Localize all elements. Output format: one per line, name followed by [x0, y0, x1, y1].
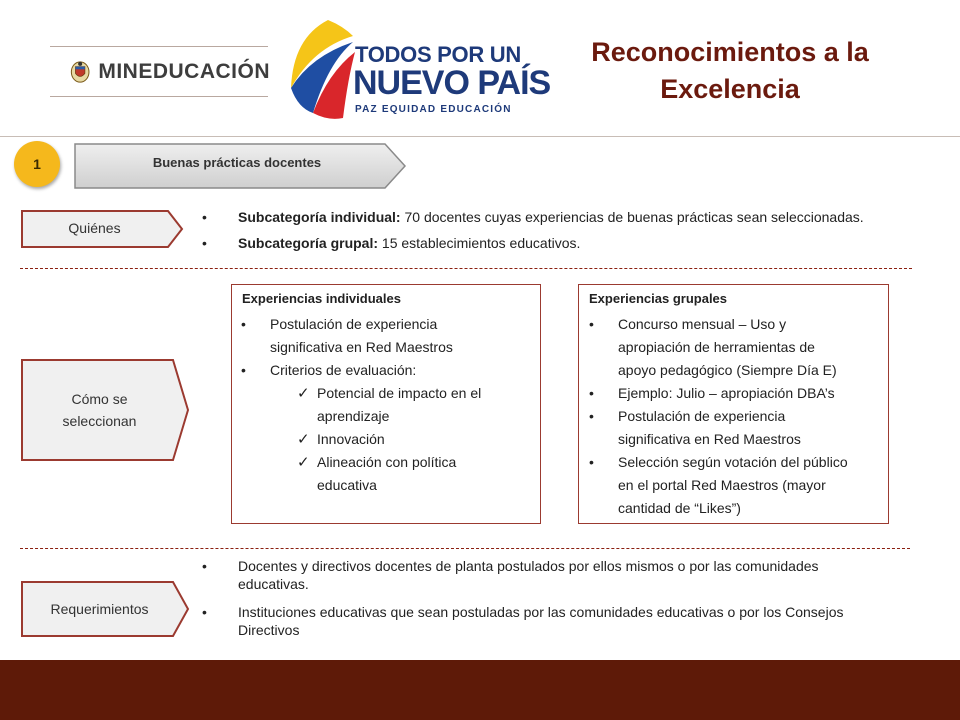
quienes-tag: Quiénes [68, 220, 121, 236]
quienes-bullet-1-text: 70 docentes cuyas experiencias de buenas prácticas sean seleccionadas. [400, 209, 864, 225]
slogan-line-1: TODOS POR UN [355, 42, 521, 67]
grupal-item-4-line-3: cantidad de “Likes”) [618, 500, 741, 516]
individual-item-1-line-2: significativa en Red Maestros [270, 339, 453, 355]
criterion-1-line-2: aprendizaje [317, 408, 390, 424]
grupal-item-1-line-3: apoyo pedagógico (Siempre Día E) [618, 362, 837, 378]
bullet-icon: • [241, 316, 246, 332]
grupal-box [578, 284, 889, 524]
page-title [530, 34, 930, 108]
checkmark-icon: ✓ [297, 431, 310, 448]
page-title-line-1: Reconocimientos a la [591, 37, 869, 67]
ministry-logo-text: MINEDUCACIÓN [98, 60, 270, 83]
individual-item-2 [241, 359, 417, 382]
grupal-item-2 [589, 382, 835, 405]
seleccion-tag-line-2: seleccionan [62, 413, 137, 429]
requerimientos-bullet-2-line-2: Directivos [238, 622, 300, 638]
bullet-icon: • [589, 385, 594, 401]
criterion-2-text: Innovación [317, 431, 385, 447]
seleccion-tag-line-1: Cómo se [71, 391, 128, 407]
header-rule-top [50, 46, 268, 47]
footer-bar [0, 660, 960, 720]
ministry-logo [70, 52, 270, 92]
criterion-1-line-1: Potencial de impacto en el [317, 385, 482, 401]
requerimientos-bullet-1 [202, 557, 938, 593]
slogan-line-2: NUEVO PAÍS [353, 64, 551, 102]
grupal-item-4-line-2: en el portal Red Maestros (mayor [618, 477, 826, 493]
quienes-bullet-1 [202, 207, 938, 227]
grupal-item-4 [589, 451, 848, 520]
grupal-item-3-line-2: significativa en Red Maestros [618, 431, 801, 447]
bullet-icon: • [241, 362, 246, 378]
requerimientos-bullet-2-line-1: Instituciones educativas que sean postuladas por las comunidades educativas o por los Consejos [238, 604, 844, 620]
seleccion-tag [22, 388, 177, 432]
grupal-item-3 [589, 405, 801, 451]
checkmark-icon: ✓ [297, 454, 310, 471]
header-divider [0, 136, 960, 137]
bullet-icon: • [589, 454, 594, 470]
grupal-item-1 [589, 313, 837, 382]
grupal-box-title: Experiencias grupales [589, 291, 728, 306]
colombia-shield-icon [70, 55, 90, 89]
grupal-item-1-line-2: apropiación de herramientas de [618, 339, 815, 355]
step-label: Buenas prácticas docentes [152, 155, 322, 170]
criterion-2 [297, 428, 385, 451]
criterion-3-line-2: educativa [317, 477, 377, 493]
grupal-item-2-text: Ejemplo: Julio – apropiación DBA’s [618, 385, 835, 401]
checkmark-icon: ✓ [297, 385, 310, 402]
individual-item-1-line-1: Postulación de experiencia [270, 316, 438, 332]
step-number-badge: 1 [14, 141, 60, 187]
quienes-bullet-2-text: 15 establecimientos educativos. [378, 235, 581, 251]
grupal-item-4-line-1: Selección según votación del público [618, 454, 848, 470]
flag-swoosh-icon [283, 18, 363, 123]
slogan-line-3: PAZ EQUIDAD EDUCACIÓN [355, 104, 512, 115]
slogan-logo [283, 18, 551, 123]
header-rule-bottom [50, 96, 268, 97]
criterion-3 [297, 451, 457, 497]
requerimientos-bullet-2 [202, 603, 938, 639]
quienes-bullet-2-bold: Subcategoría grupal: [238, 235, 379, 251]
quienes-bullet-1-bold: Subcategoría individual: [238, 209, 401, 225]
individual-box [231, 284, 541, 524]
page-title-line-2: Excelencia [660, 74, 800, 104]
section-divider-2 [20, 548, 910, 549]
criterion-1 [297, 382, 482, 428]
requerimientos-bullet-1-line-2: educativas. [238, 576, 309, 592]
criterion-3-line-1: Alineación con política [317, 454, 457, 470]
individual-item-1 [241, 313, 453, 359]
bullet-icon: • [202, 235, 207, 251]
requerimientos-bullet-1-line-1: Docentes y directivos docentes de planta postulados por ellos mismos o por las comunidades [238, 558, 819, 574]
section-divider-1 [20, 268, 912, 269]
requerimientos-tag: Requerimientos [50, 601, 149, 617]
bullet-icon: • [202, 604, 207, 620]
bullet-icon: • [202, 558, 207, 574]
bullet-icon: • [202, 209, 207, 225]
grupal-item-1-line-1: Concurso mensual – Uso y [618, 316, 787, 332]
bullet-icon: • [589, 408, 594, 424]
bullet-icon: • [589, 316, 594, 332]
grupal-item-3-line-1: Postulación de experiencia [618, 408, 786, 424]
individual-box-title: Experiencias individuales [242, 291, 401, 306]
quienes-bullet-2 [202, 233, 938, 253]
individual-item-2-text: Criterios de evaluación: [270, 362, 417, 378]
